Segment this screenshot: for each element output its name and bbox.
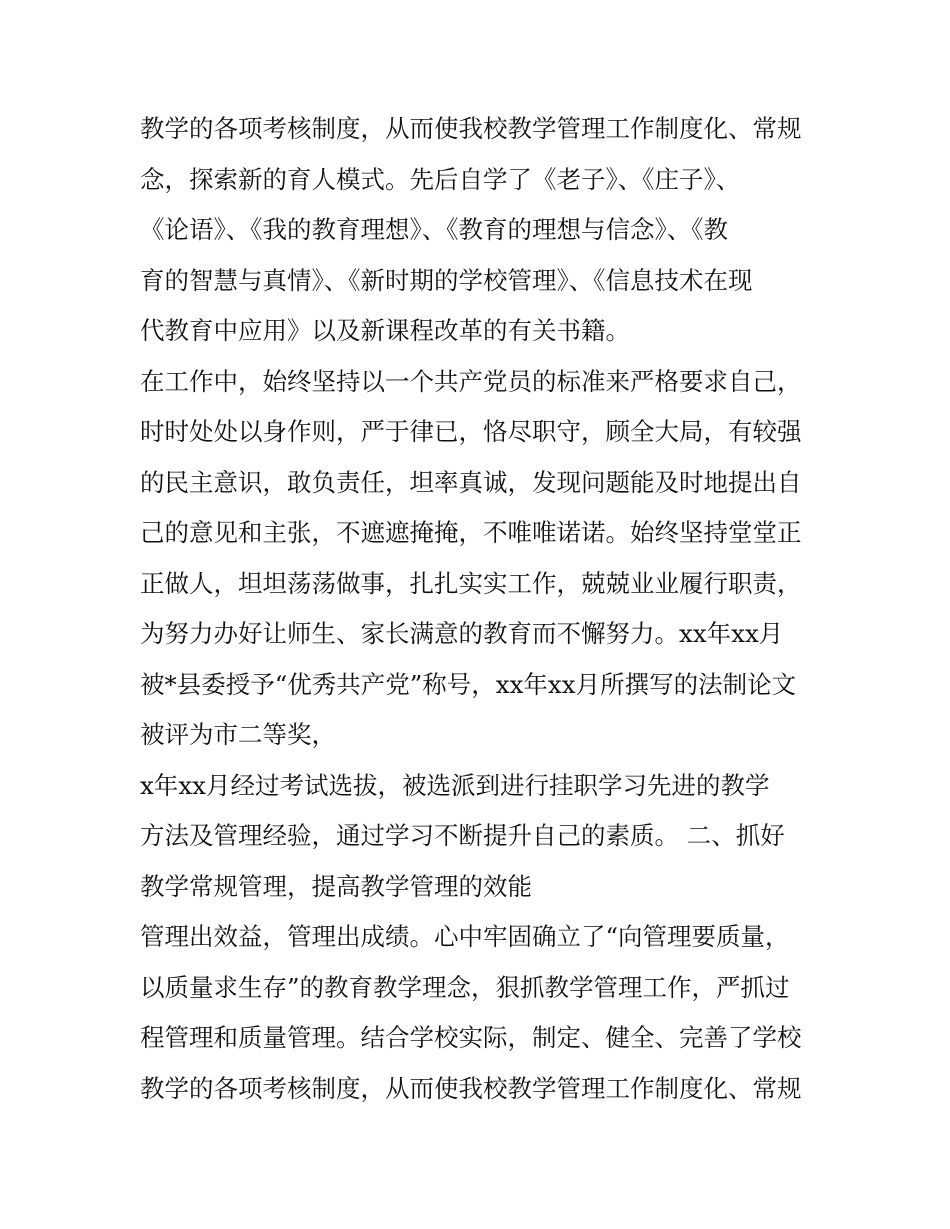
text-line: 在工作中，始终坚持以一个共产党员的标准来严格要求自己， [140,366,802,396]
text-line: 管理出效益，管理出成绩。心中牢固确立了“向管理要质量， [140,922,790,951]
text-line: 正做人，坦坦荡荡做事，扎扎实实工作，兢兢业业履行职责， [140,568,802,598]
text-line: 教学常规管理，提高教学管理的效能 [140,871,532,901]
text-line: 教学的各项考核制度，从而使我校教学管理工作制度化、常规 [140,1073,802,1103]
text-line: 己的意见和主张，不遮遮掩掩，不唯唯诺诺。始终坚持堂堂正 [140,518,802,547]
text-line: 念，探索新的育人模式。先后自学了《老子》、《庄子》、 [140,164,741,194]
document-body [140,104,830,1114]
text-line: 被评为市二等奖， [140,720,336,749]
text-line: 方法及管理经验，通过学习不断提升自己的素质。 二、抓好 [140,821,785,850]
text-line: 程管理和质量管理。结合学校实际，制定、健全、完善了学校 [140,1023,802,1052]
text-line: 时时处处以身作则，严于律已，恪尽职守，顾全大局，有较强 [140,417,802,446]
text-line: 《论语》、《我的教育理想》、《教育的理想与信念》、《教 [140,215,728,244]
text-line: 被*县委授予“优秀共产党”称号，xx年xx月所撰写的法制论文 [140,669,797,699]
text-line: 育的智慧与真情》、《新时期的学校管理》、《信息技术在现 [140,265,753,295]
text-line: 的民主意识，敢负责任，坦率真诚，发现问题能及时地提出自 [140,467,802,497]
text-line: 代教育中应用》以及新课程改革的有关书籍。 [140,316,630,345]
text-line: 为努力办好让师生、家长满意的教育而不懈努力。xx年xx月 [140,619,784,648]
text-line: 以质量求生存”的教育教学理念，狠抓教学管理工作，严抓过 [140,972,790,1002]
text-line: 教学的各项考核制度，从而使我校教学管理工作制度化、常规 [140,114,802,143]
text-line: x年xx月经过考试选拔，被选派到进行挂职学习先进的教学 [140,770,770,800]
